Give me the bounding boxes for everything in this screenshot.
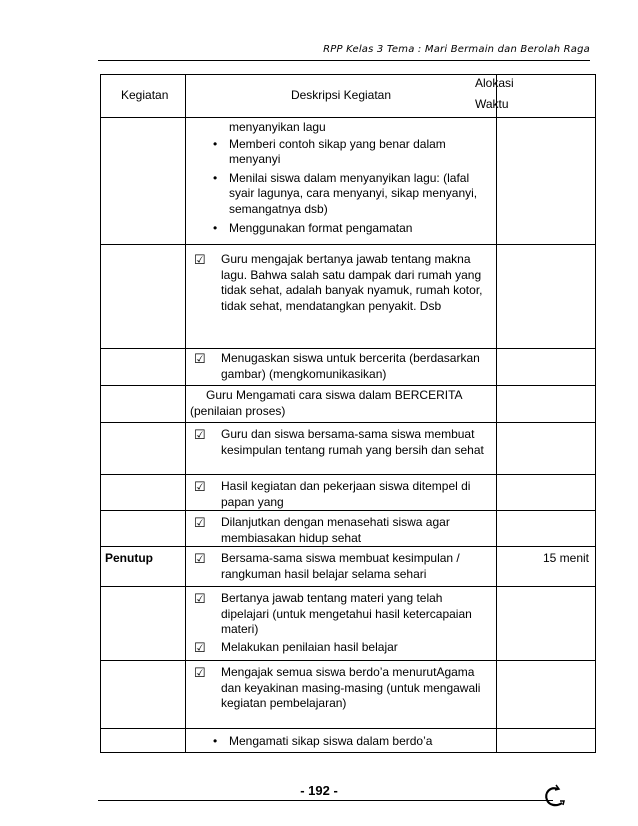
time-allocation: 15 menit <box>542 551 589 565</box>
checklist-item <box>186 551 486 582</box>
deskripsi-cell <box>186 349 497 386</box>
penutup-label: Penutup <box>105 551 153 565</box>
list-item-continued: menyanyikan lagu <box>229 120 326 134</box>
alokasi-cell-empty <box>497 511 596 547</box>
list-item <box>186 221 482 237</box>
table-row <box>101 587 596 661</box>
alokasi-cell-empty <box>497 349 596 386</box>
deskripsi-cell <box>186 245 497 349</box>
checklist-item-text: Melakukan penilaian hasil belajar <box>221 639 398 654</box>
kegiatan-cell-empty <box>101 587 186 661</box>
deskripsi-cell <box>186 423 497 475</box>
checkbox-icon: ☑ <box>194 665 206 680</box>
checkbox-icon: ☑ <box>194 479 206 494</box>
alokasi-cell-empty <box>497 118 596 245</box>
deskripsi-cell <box>186 729 497 753</box>
list-item-text: Mengamati sikap siswa dalam berdo’a <box>229 734 433 748</box>
table-row <box>101 245 596 349</box>
footer-divider <box>98 800 553 801</box>
alokasi-cell-empty <box>497 729 596 753</box>
table-row <box>101 118 596 245</box>
list-item <box>186 734 482 750</box>
table-row <box>101 661 596 729</box>
list-item <box>186 171 482 218</box>
bullet-icon: • <box>213 734 218 748</box>
checkbox-icon: ☑ <box>194 351 206 366</box>
checkbox-icon: ☑ <box>194 515 206 530</box>
logo-icon <box>542 783 566 809</box>
checkbox-icon: ☑ <box>194 252 206 267</box>
checkbox-icon: ☑ <box>194 591 206 606</box>
header-divider <box>98 60 590 61</box>
checkbox-icon: ☑ <box>194 551 206 566</box>
kegiatan-cell-empty <box>101 386 186 423</box>
table-row <box>101 386 596 423</box>
deskripsi-cell <box>186 511 497 547</box>
header-alokasi <box>475 75 596 118</box>
checkbox-icon: ☑ <box>194 639 206 655</box>
kegiatan-cell-empty <box>101 349 186 386</box>
lesson-activity-table <box>100 74 596 753</box>
checklist-item-text: Bertanya jawab tentang materi yang telah dipelajari (untuk mengetahui hasil ketercapaian materi) <box>221 591 472 636</box>
alokasi-cell-empty <box>497 245 596 349</box>
header-alokasi-line2: Waktu <box>475 96 509 111</box>
deskripsi-cell <box>186 661 497 729</box>
alokasi-cell-empty <box>497 386 596 423</box>
alokasi-cell-empty <box>497 475 596 511</box>
checklist-item <box>186 252 486 314</box>
checklist-item-text: Bersama-sama siswa membuat kesimpulan / rangkuman hasil belajar selama sehari <box>221 551 460 581</box>
kegiatan-cell-empty <box>101 475 186 511</box>
deskripsi-cell <box>186 547 497 587</box>
kegiatan-cell-empty <box>101 245 186 349</box>
list-item <box>186 137 482 168</box>
alokasi-cell <box>497 547 596 587</box>
checklist-item-text: Hasil kegiatan dan pekerjaan siswa ditempel di papan yang <box>221 479 471 509</box>
table-row <box>101 349 596 386</box>
checklist-item <box>186 515 486 546</box>
table-row <box>101 729 596 753</box>
checklist-item-text: Mengajak semua siswa berdo’a menurutAgama dan keyakinan masing-masing (untuk mengawali kegiatan pembelajaran) <box>221 665 481 710</box>
deskripsi-cell <box>186 475 497 511</box>
checklist-item <box>186 479 486 510</box>
header-alokasi-line1: Alokasi <box>475 76 514 90</box>
checklist-item <box>186 591 486 638</box>
kegiatan-cell-empty <box>101 118 186 245</box>
alokasi-cell-empty <box>497 661 596 729</box>
list-item-text: Menggunakan format pengamatan <box>229 221 413 235</box>
table-row <box>101 423 596 475</box>
bullet-icon: • <box>213 136 218 151</box>
page-number: - 192 - <box>300 783 338 798</box>
checklist-item-text: Menugaskan siswa untuk bercerita (berdasarkan gambar) (mengkomunikasikan) <box>221 351 480 381</box>
bullet-icon: • <box>213 221 218 235</box>
note-text: Guru Mengamati cara siswa dalam BERCERITA (penilaian proses) <box>190 388 462 418</box>
header-kegiatan: Kegiatan <box>101 75 186 118</box>
checkbox-icon: ☑ <box>194 427 206 442</box>
running-header: RPP Kelas 3 Tema : Mari Bermain dan Berolah Raga <box>323 44 590 55</box>
deskripsi-cell <box>186 386 497 423</box>
table-header-row <box>101 75 596 118</box>
checklist-item <box>186 640 486 656</box>
alokasi-cell-empty <box>497 587 596 661</box>
list-item-text: Memberi contoh sikap yang benar dalam menyanyi <box>229 136 446 166</box>
kegiatan-cell-empty <box>101 661 186 729</box>
checklist-item <box>186 351 486 382</box>
header-deskripsi: Deskripsi Kegiatan <box>186 75 497 118</box>
kegiatan-cell-empty <box>101 511 186 547</box>
alokasi-cell-empty <box>497 423 596 475</box>
deskripsi-cell <box>186 118 497 245</box>
table-row <box>101 475 596 511</box>
deskripsi-cell <box>186 587 497 661</box>
checklist-item <box>186 665 486 712</box>
checklist-item-text: Guru dan siswa bersama-sama siswa membuat kesimpulan tentang rumah yang bersih dan sehat <box>221 427 484 457</box>
kegiatan-penutup <box>101 547 186 587</box>
table-row <box>101 511 596 547</box>
checklist-item-text: Dilanjutkan dengan menasehati siswa agar membiasakan hidup sehat <box>221 515 450 545</box>
checklist-item <box>186 427 486 458</box>
table-row <box>101 547 596 587</box>
checklist-item-text: Guru mengajak bertanya jawab tentang makna lagu. Bahwa salah satu dampak dari rumah yang tidak sehat, adalah banyak nyamuk, rumah kotor, tidak sehat, mendatangkan penyakit. Dsb <box>221 252 483 313</box>
kegiatan-cell-empty <box>101 423 186 475</box>
list-item-text: Menilai siswa dalam menyanyikan lagu: (lafal syair lagunya, cara menyanyi, sikap menyanyi, semangatnya dsb) <box>229 170 478 216</box>
bullet-icon: • <box>213 170 218 185</box>
kegiatan-cell-empty <box>101 729 186 753</box>
